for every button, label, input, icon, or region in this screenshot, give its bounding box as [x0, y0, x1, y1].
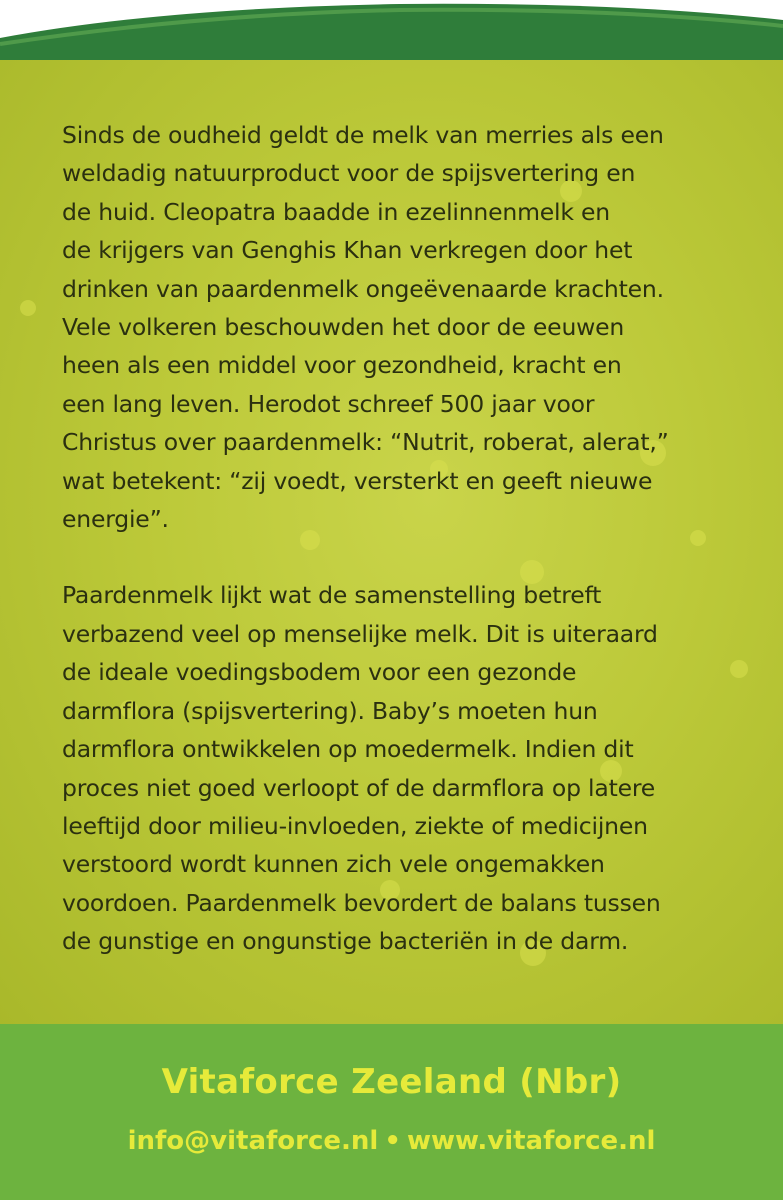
website-url: www.vitaforce.nl	[406, 1126, 656, 1156]
email-address: info@vitaforce.nl	[127, 1126, 379, 1156]
description-panel	[0, 60, 783, 1028]
contact-line	[0, 1126, 783, 1156]
company-name: Vitaforce Zeeland (Nbr)	[161, 1062, 622, 1102]
description-text	[62, 116, 762, 961]
paragraph-history: Sinds de oudheid geldt de melk van merries als een weldadig natuurproduct voor de spijsvertering en de huid. Cleopatra baadde in ezelinnenmelk en de krijgers van Genghis Khan verkregen door het drinken van paardenmelk ongeëvenaarde krachten. Vele volkeren beschouwden het door de eeuwen heen als een middel voor gezondheid, kracht en een lang leven. Herodot schreef 500 jaar voor Christus over paardenmelk: “Nutrit, roberat, alerat,” wat betekent: “zij voedt, versterkt en geeft nieuwe energie”.	[62, 121, 669, 534]
footer-band	[0, 1024, 783, 1200]
bullet-separator: •	[384, 1126, 401, 1156]
paragraph-composition: Paardenmelk lijkt wat de samenstelling betreft verbazend veel op menselijke melk. Dit is uiteraard de ideale voedingsbodem voor een gezonde darmflora (spijsvertering). Baby’s moeten hun darmflora ontwikkelen op moedermelk. Indien dit proces niet goed verloopt of de darmflora op latere leeftijd door milieu-invloeden, ziekte of medicijnen verstoord wordt kunnen zich vele ongemakken voordoen. Paardenmelk bevordert de balans tussen de gunstige en ongunstige bacteriën in de darm.	[62, 581, 661, 956]
